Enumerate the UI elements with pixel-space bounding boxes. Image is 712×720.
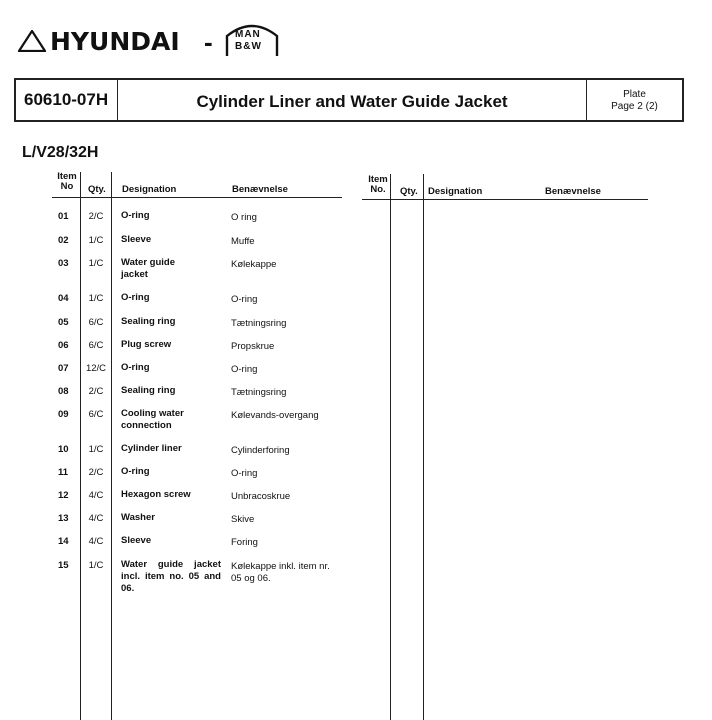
benaevnelse: Tætningsring: [231, 387, 287, 398]
benaevnelse: O-ring: [231, 468, 258, 479]
plate-info: [586, 80, 682, 120]
page-number: Page 2 (2): [611, 101, 658, 112]
quantity: 6/C: [88, 340, 104, 351]
benaevnelse: Skive: [231, 514, 255, 525]
benaevnelse: O ring: [231, 212, 257, 223]
item-number: 02: [58, 235, 69, 246]
item-number: 04: [58, 293, 69, 304]
col-qty-header: Qty.: [88, 184, 106, 195]
partner-line1: MAN: [235, 29, 261, 40]
designation: Sealing ring: [121, 385, 176, 396]
company-logo: [18, 22, 278, 62]
item-number: 10: [58, 444, 69, 455]
brand-name: HYUNDAI: [50, 27, 180, 56]
item-number: 08: [58, 386, 69, 397]
right-col-item-header: Item No.: [368, 174, 388, 195]
partner-arch-icon: [219, 22, 285, 58]
col-benaevnelse-header: Benævnelse: [232, 184, 288, 195]
quantity: 1/C: [88, 258, 104, 269]
col-item-header: Item No: [57, 171, 77, 192]
benaevnelse: Foring: [231, 537, 258, 548]
designation: O-ring: [121, 362, 150, 373]
quantity: 4/C: [88, 536, 104, 547]
benaevnelse: Tætningsring: [231, 318, 287, 329]
quantity: 1/C: [88, 444, 104, 455]
quantity: 1/C: [88, 293, 104, 304]
benaevnelse: Muffe: [231, 236, 255, 247]
left-col-divider-1: [80, 172, 81, 720]
document-code: 60610-07H: [16, 80, 118, 120]
designation: Water guide jacket: [121, 257, 176, 280]
engine-type: L/V28/32H: [22, 144, 99, 161]
right-col-designation-header: Designation: [428, 186, 483, 197]
right-header-rule: [362, 199, 648, 200]
quantity: 2/C: [88, 386, 104, 397]
partner-logo: [219, 22, 285, 63]
item-number: 13: [58, 513, 69, 524]
item-number: 11: [58, 467, 69, 478]
quantity: 4/C: [88, 513, 104, 524]
item-number: 03: [58, 258, 69, 269]
col-designation-header: Designation: [122, 184, 177, 195]
designation: Cylinder liner: [121, 443, 182, 454]
benaevnelse: O-ring: [231, 364, 258, 375]
designation: Sealing ring: [121, 316, 176, 327]
designation: Plug screw: [121, 339, 172, 350]
right-col-divider-2: [423, 174, 424, 720]
item-number: 12: [58, 490, 69, 501]
triangle-logo-icon: [18, 30, 46, 52]
quantity: 6/C: [88, 409, 104, 420]
item-number: 05: [58, 317, 69, 328]
benaevnelse: Unbracoskrue: [231, 491, 291, 502]
partner-line2: B&W: [235, 41, 262, 52]
right-col-qty-header: Qty.: [400, 186, 418, 197]
designation: O-ring: [121, 210, 150, 221]
plate-label: Plate: [623, 89, 646, 100]
designation: Sleeve: [121, 234, 152, 245]
designation: Cooling water connection: [121, 408, 184, 431]
benaevnelse: O-ring: [231, 294, 258, 305]
page-title: Cylinder Liner and Water Guide Jacket: [196, 92, 508, 111]
quantity: 2/C: [88, 211, 104, 222]
quantity: 6/C: [88, 317, 104, 328]
title-box: [14, 78, 684, 122]
designation: Washer: [121, 512, 155, 523]
left-header-rule: [52, 197, 342, 198]
logo-dash: -: [204, 27, 213, 57]
left-col-divider-2: [111, 172, 112, 720]
quantity: 1/C: [88, 235, 104, 246]
designation: O-ring: [121, 292, 150, 303]
item-number: 09: [58, 409, 69, 420]
benaevnelse: Kølekappe: [231, 259, 277, 270]
benaevnelse: Kølekappe inkl. item nr. 05 og 06.: [231, 561, 330, 584]
quantity: 1/C: [88, 560, 104, 571]
item-number: 14: [58, 536, 69, 547]
item-number: 07: [58, 363, 69, 374]
quantity: 12/C: [85, 363, 107, 374]
designation: Sleeve: [121, 535, 152, 546]
benaevnelse: Cylinderforing: [231, 445, 290, 456]
right-col-benaevnelse-header: Benævnelse: [545, 186, 601, 197]
benaevnelse: Kølevands-overgang: [231, 410, 319, 421]
item-number: 06: [58, 340, 69, 351]
quantity: 2/C: [88, 467, 104, 478]
quantity: 4/C: [88, 490, 104, 501]
designation: Water guide jacket incl. item no. 05 and 06.: [121, 559, 221, 594]
right-col-divider-1: [390, 174, 391, 720]
item-number: 01: [58, 211, 69, 222]
designation: Hexagon screw: [121, 489, 191, 500]
designation: O-ring: [121, 466, 150, 477]
benaevnelse: Propskrue: [231, 341, 275, 352]
item-number: 15: [58, 560, 69, 571]
